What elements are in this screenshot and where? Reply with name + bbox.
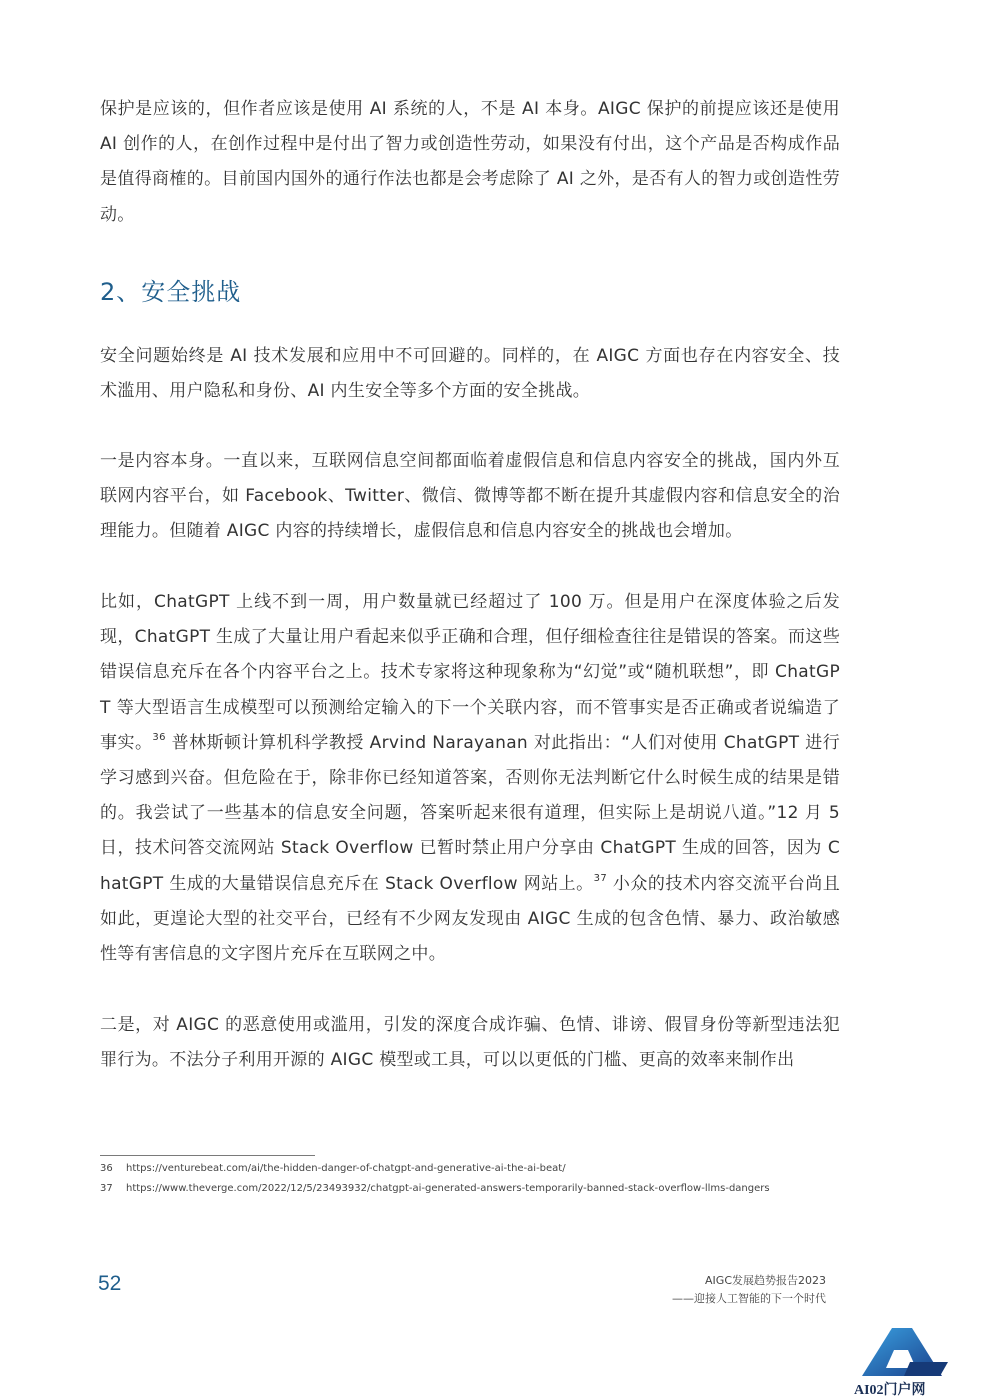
footnote-item: [100, 1183, 770, 1194]
report-title: AIGC发展趋势报告2023: [705, 1274, 826, 1287]
page-number: 52: [98, 1272, 122, 1295]
paragraph-security-intro: 安全问题始终是 AI 技术发展和应用中不可回避的。同样的，在 AIGC 方面也存在内容安全、技术滥用、用户隐私和身份、AI 内生安全等多个方面的安全挑战。: [100, 346, 840, 402]
paragraph-content-safety: 一是内容本身。一直以来，互联网信息空间都面临着虚假信息和信息内容安全的挑战，国内外互联网内容平台，如 Facebook、Twitter、微信、微博等都不断在提升其虚假内容和信息安全的治理能力。但随着 AIGC 内容的持续增长，虚假信息和信息内容安全的挑战也会增加。: [100, 451, 840, 542]
paragraph-text: 普林斯顿计算机科学教授 Arvind Narayanan 对此指出：“人们对使用 ChatGPT 进行学习感到兴奋。但危险在于，除非你已经知道答案，否则你无法判断它什么时候生成的结果是错的。我尝试了一些基本的信息安全问题，答案听起来很有道理，但实际上是胡说八道。”12 月 5 日，技术问答交流网站 Stack Overflow 已暂时禁止用户分享由 ChatGPT 生成的回答，因为 ChatGPT 生成的大量错误信息充斥在 Stack Overflow 网站上。: [100, 732, 840, 894]
paragraph-malicious-use: 二是，对 AIGC 的恶意使用或滥用，引发的深度合成诈骗、色情、诽谤、假冒身份等新型违法犯罪行为。不法分子利用开源的 AIGC 模型或工具，可以以更低的门槛、更高的效率来制作出: [100, 1015, 840, 1071]
watermark-text: AI02门户网: [854, 1383, 926, 1398]
paragraph-chatgpt-example: [100, 585, 840, 972]
footnote-item: [100, 1163, 566, 1174]
report-subtitle: ——迎接人工智能的下一个时代: [672, 1292, 826, 1305]
footnote-number: 36: [100, 1163, 113, 1174]
footnote-link[interactable]: https://venturebeat.com/ai/the-hidden-danger-of-chatgpt-and-generative-ai-the-ai-beat/: [126, 1163, 566, 1174]
section-heading: 2、安全挑战: [100, 278, 242, 306]
paragraph-text: 小众的技术内容交流平台尚且如此，更遑论大型的社交平台，已经有不少网友发现由 AIGC 生成的包含色情、暴力、政治敏感性等有害信息的文字图片充斥在互联网之中。: [100, 873, 840, 965]
footnote-ref: 36: [152, 731, 166, 743]
paragraph-text: 比如，ChatGPT 上线不到一周，用户数量就已经超过了 100 万。但是用户在深度体验之后发现，ChatGPT 生成了大量让用户看起来似乎正确和合理，但仔细检查往往是错误的答案。而这些错误信息充斥在各个内容平台之上。技术专家将这种现象称为“幻觉”或“随机联想”，即 ChatGPT 等大型语言生成模型可以预测给定输入的下一个关联内容，而不管事实是否正确或者说编造了事实。: [100, 592, 840, 753]
footnote-divider: [100, 1155, 315, 1156]
footnote-link[interactable]: https://www.theverge.com/2022/12/5/23493932/chatgpt-ai-generated-answers-temporarily-banned-stack-overflow-llms-dangers: [126, 1183, 770, 1194]
footnote-number: 37: [100, 1183, 113, 1194]
paragraph-copyright: 保护是应该的，但作者应该是使用 AI 系统的人，不是 AI 本身。AIGC 保护的前提应该还是使用 AI 创作的人，在创作过程中是付出了智力或创造性劳动，如果没有付出，这个产品是否构成作品是值得商榷的。目前国内国外的通行作法也都是会考虑除了 AI 之外，是否有人的智力或创造性劳动。: [100, 99, 840, 225]
footnote-ref: 37: [593, 872, 607, 884]
